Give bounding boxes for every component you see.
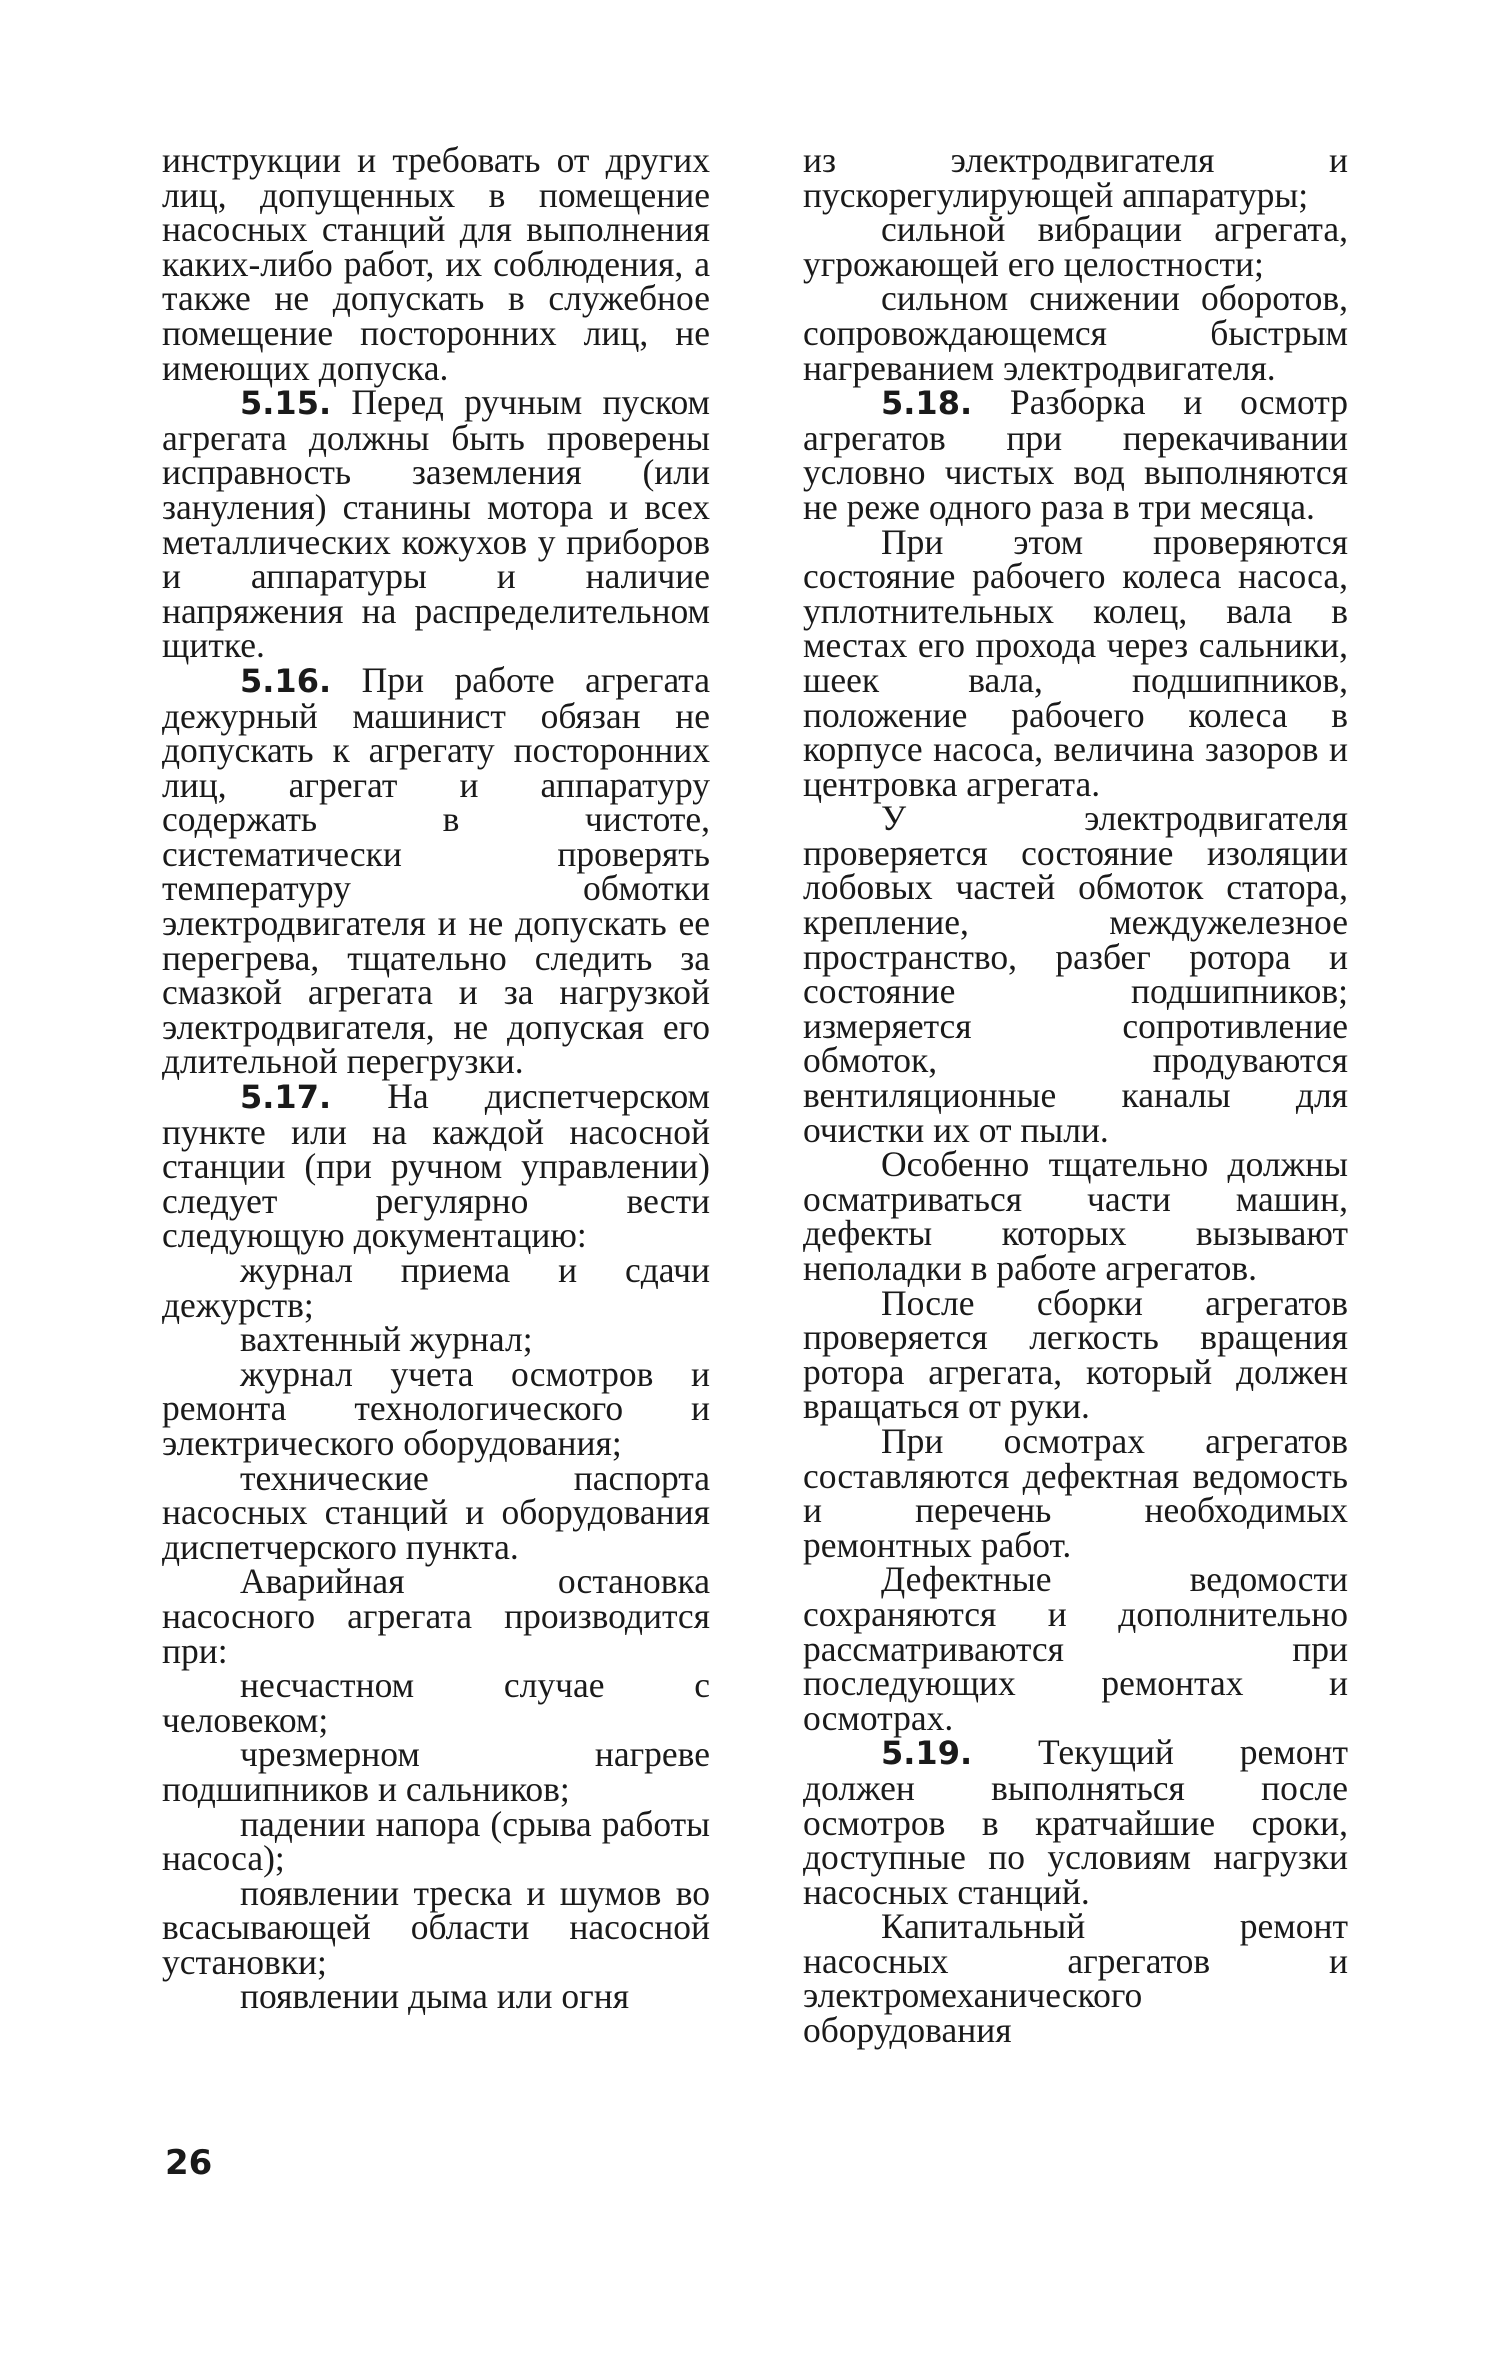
list-item: журнал учета осмотров и ремонта технологического и электрического оборудования; bbox=[162, 1353, 710, 1463]
section-text: Текущий ремонт должен выполняться после осмотров в кратчайшие сроки, доступные по условиям нагрузки насосных станций. bbox=[803, 1732, 1349, 1912]
section-number: 5.18. bbox=[881, 384, 973, 423]
section-text: На диспетчерском пункте или на каждой насосной станции (при ручном управлении) следует регулярно вести следующую документацию: bbox=[162, 1076, 710, 1256]
list-item: вахтенный журнал; bbox=[240, 1319, 533, 1360]
section-text: Разборка и осмотр агрегатов при перекачивании условно чистых вод выполняются не реже одного раза в три месяца. bbox=[803, 382, 1349, 527]
page-number: 26 bbox=[165, 2143, 213, 2183]
section-5-19 bbox=[803, 1732, 1349, 1912]
paragraph: При осмотрах агрегатов составляются дефектная ведомость и перечень необходимых ремонтных работ. bbox=[803, 1420, 1348, 1565]
paragraph: После сборки агрегатов проверяется легкость вращения ротора агрегата, который должен вращаться от руки. bbox=[803, 1282, 1348, 1427]
list-item: появлении дыма или огня bbox=[240, 1976, 630, 2017]
list-item: сильной вибрации агрегата, угрожающей его целостности; bbox=[803, 209, 1348, 284]
left-column bbox=[162, 140, 710, 2017]
list-item: технические паспорта насосных станций и оборудования диспетчерского пункта. bbox=[162, 1457, 710, 1567]
list-item: падении напора (срыва работы насоса); bbox=[162, 1803, 710, 1879]
list-item: чрезмерном нагреве подшипников и сальников; bbox=[162, 1734, 710, 1809]
paragraph: Капитальный ремонт насосных агрегатов и электромеханического оборудования bbox=[803, 1906, 1348, 2051]
paragraph: инструкции и требовать от других лиц, допущенных в помещение насосных станций для выполнения каких-либо работ, их соблюдения, а также не допускать в служебное помещение посторонних лиц, не имеющих допуска. bbox=[162, 140, 710, 388]
section-number: 5.16. bbox=[240, 661, 332, 700]
list-item: сильном снижении оборотов, сопровождающемся быстрым нагреванием электродвигателя. bbox=[803, 278, 1348, 388]
section-5-16 bbox=[162, 659, 710, 1082]
list-item: появлении треска и шумов во всасывающей области насосной установки; bbox=[162, 1872, 710, 1982]
paragraph: При этом проверяются состояние рабочего колеса насоса, уплотнительных колец, вала в местах его прохода через сальники, шеек вала, подшипников, положение рабочего колеса в корпусе насоса, величина зазоров и центровка агрегата. bbox=[803, 521, 1348, 804]
paragraph: У электродвигателя проверяется состояние изоляции лобовых частей обмоток статора, крепление, междужелезное пространство, разбег ротора и состояние подшипников; измеряется сопротивление обмоток, продуваются вентиляционные каналы для очистки их от пыли. bbox=[803, 798, 1348, 1150]
paragraph: Особенно тщательно должны осматриваться части машин, дефекты которых вызывают неполадки в работе агрегатов. bbox=[803, 1144, 1348, 1288]
section-number: 5.15. bbox=[240, 384, 332, 423]
section-text: При работе агрегата дежурный машинист обязан не допускать к агрегату посторонних лиц, агрегат и аппаратуру содержать в чистоте, систематически проверять температуру обмотки электродвигателя и не допускать ее перегрева, тщательно следить за смазкой агрегата и за нагрузкой электродвигателя, не допуская его длительной перегрузки. bbox=[162, 659, 710, 1082]
section-5-15 bbox=[162, 382, 710, 666]
list-item: журнал приема и сдачи дежурств; bbox=[162, 1250, 710, 1325]
paragraph: Дефектные ведомости сохраняются и дополнительно рассматриваются при последующих ремонтах и осмотрах. bbox=[803, 1559, 1348, 1738]
section-5-17 bbox=[162, 1076, 710, 1256]
section-text: Перед ручным пуском агрегата должны быть проверены исправность заземления (или зануления) станины мотора и всех металлических кожухов у приборов и аппаратуры и наличие напряжения на распределительном щитке. bbox=[162, 382, 710, 666]
right-column bbox=[803, 140, 1349, 2051]
list-item: несчастном случае с человеком; bbox=[162, 1665, 710, 1740]
section-5-18 bbox=[803, 382, 1349, 527]
paragraph: Аварийная остановка насосного агрегата производится при: bbox=[162, 1561, 710, 1671]
section-number: 5.19. bbox=[881, 1734, 973, 1773]
list-item: из электродвигателя и пускорегулирующей аппаратуры; bbox=[803, 140, 1348, 215]
section-number: 5.17. bbox=[240, 1078, 332, 1117]
